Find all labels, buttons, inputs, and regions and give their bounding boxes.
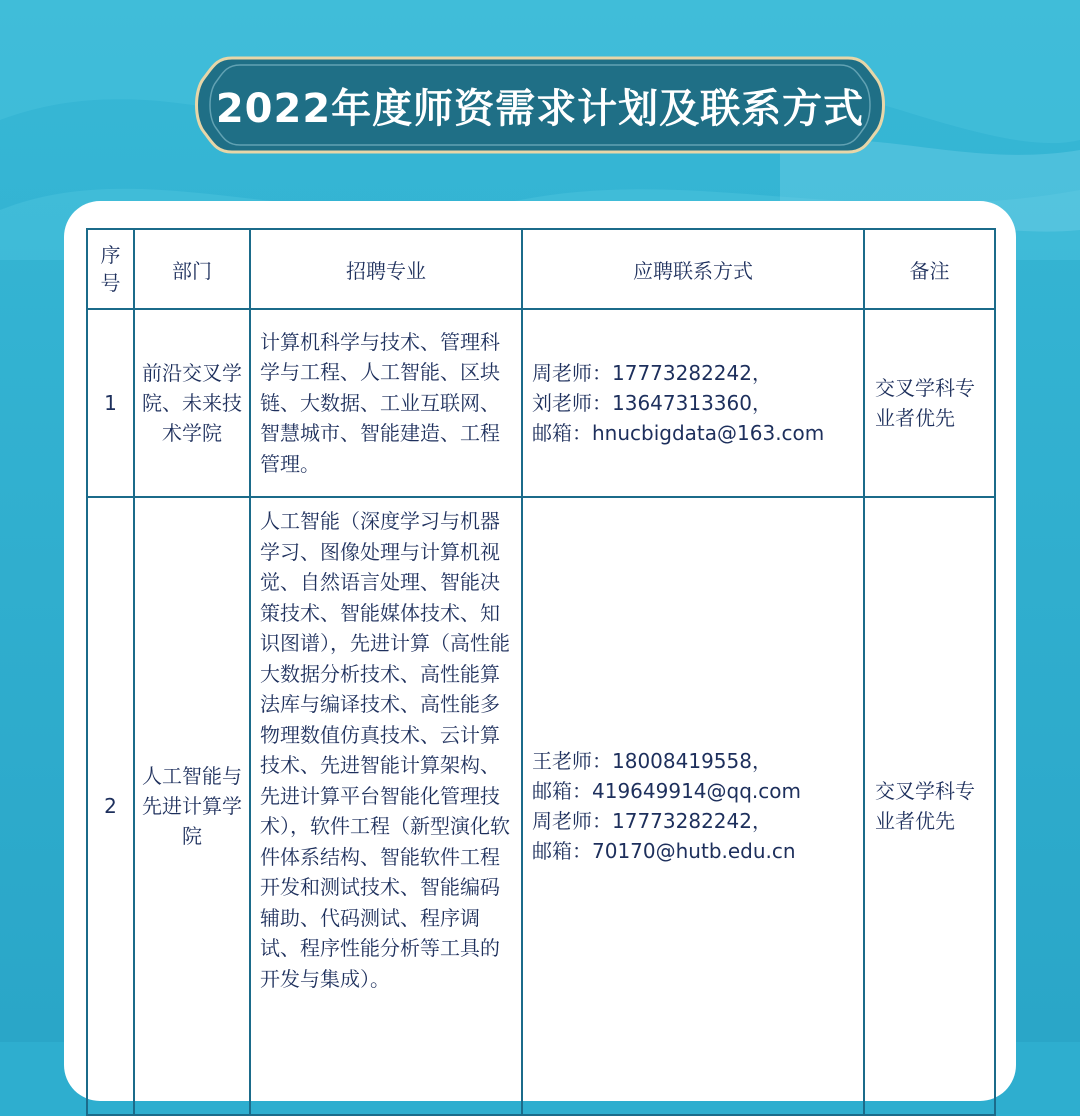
- contact-line: 王老师：18008419558，: [532, 749, 772, 773]
- row-note-cell: [864, 497, 995, 1115]
- page-title: 2022年度师资需求计划及联系方式: [215, 85, 865, 132]
- table-row: [87, 497, 995, 1115]
- title-banner: [192, 56, 888, 154]
- header-seq-line1: 序: [100, 243, 121, 267]
- row-contact-cell: [522, 497, 864, 1115]
- row-note: 交叉学科专业者优先: [864, 309, 995, 497]
- header-dept: 部门: [134, 229, 250, 309]
- header-major: 招聘专业: [250, 229, 522, 309]
- row-dept: 人工智能与先进计算学院: [142, 764, 242, 848]
- contact-email: 邮箱：hnucbigdata@163.com: [532, 421, 825, 445]
- row-dept: 前沿交叉学院、未来技术学院: [134, 309, 250, 497]
- row-seq-cell: [87, 497, 134, 1115]
- row-note: 交叉学科专业者优先: [875, 779, 975, 833]
- header-seq: [87, 229, 134, 309]
- row-contact: [532, 520, 855, 1093]
- row-seq: 2: [104, 794, 117, 818]
- row-dept-cell: [134, 497, 250, 1115]
- contact-line: 周老师：17773282242，: [532, 809, 772, 833]
- row-major: 人工智能（深度学习与机器学习、图像处理与计算机视觉、自然语言处理、智能决策技术、智能媒体技术、知识图谱），先进计算（高性能大数据分析技术、高性能算法库与编译技术、高性能多物理数值仿真技术、云计算技术、先进智能计算架构、先进计算平台智能化管理技术），软件工程（新型演化软件体系结构、智能软件工程开发和测试技术、智能编码辅助、代码测试、程序调试、程序性能分析等工具的开发与集成）。: [250, 497, 522, 1115]
- recruitment-table: [86, 228, 996, 1116]
- row-contact: [522, 309, 864, 497]
- contact-email: 邮箱：70170@hutb.edu.cn: [532, 839, 796, 863]
- contact-email: 邮箱：419649914@qq.com: [532, 779, 801, 803]
- contact-line: 刘老师：13647313360，: [532, 391, 772, 415]
- table-header-row: [87, 229, 995, 309]
- contact-line: 周老师：17773282242，: [532, 361, 772, 385]
- table-row: [87, 309, 995, 497]
- row-major: 计算机科学与技术、管理科学与工程、人工智能、区块链、大数据、工业互联网、智慧城市、智能建造、工程管理。: [250, 309, 522, 497]
- header-note: 备注: [864, 229, 995, 309]
- header-contact: 应聘联系方式: [522, 229, 864, 309]
- row-seq: 1: [87, 309, 134, 497]
- header-seq-line2: 号: [100, 271, 121, 295]
